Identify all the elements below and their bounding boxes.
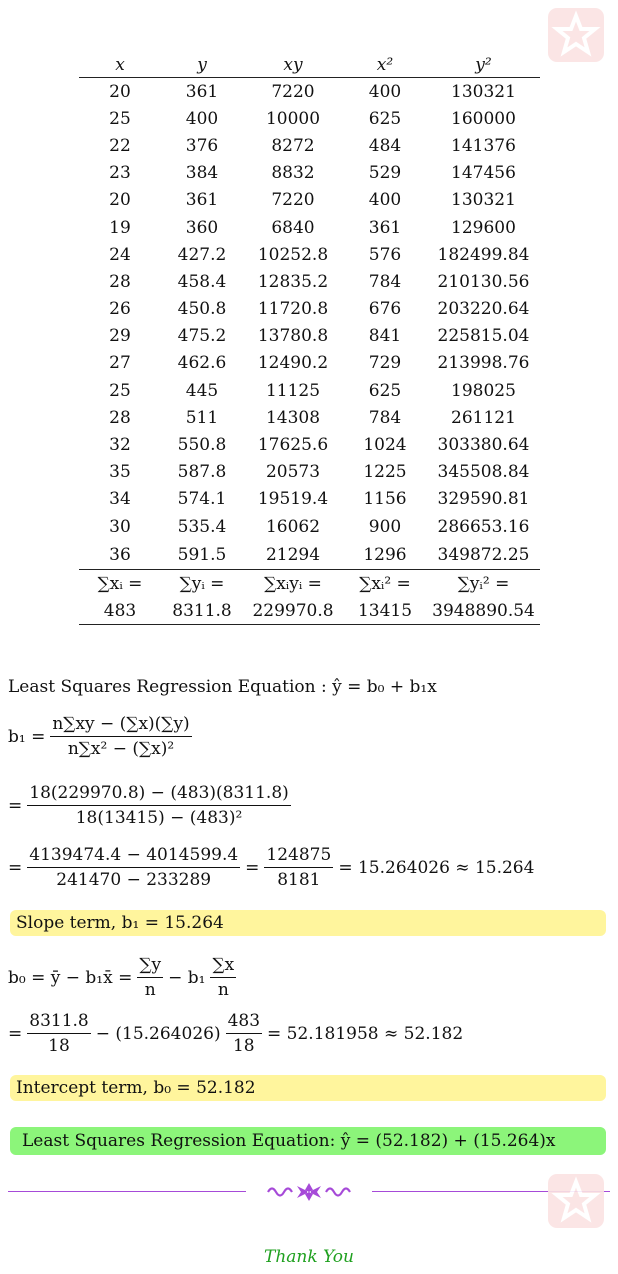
table-cell: 10000 [265,108,321,129]
table-cell: 130321 [451,81,516,102]
table-cell: 591.5 [177,544,227,565]
sum-value: 229970.8 [252,600,334,621]
table-cell: 17625.6 [257,435,329,456]
b1-simplified-denominator: 8181 [277,870,321,890]
table-cell: 729 [368,353,402,374]
table-header-row [79,52,540,78]
header-xy: xy [283,54,303,75]
header-y-squared: y² [475,54,492,75]
b1-step-fraction [27,845,240,890]
b0-x-mean-fraction [210,955,236,1000]
table-cell: 160000 [451,108,516,129]
b1-formula-denominator: n∑x² − (∑x)² [67,739,175,759]
b0-lhs: b₀ = ȳ − b₁x̄ = [8,967,133,988]
table-cell: 13780.8 [257,326,329,347]
b0-sub-denominator-2: 18 [232,1036,255,1056]
table-row [79,214,540,241]
data-table [79,52,540,625]
table-cell: 286653.16 [437,516,530,537]
table-cell: 900 [368,516,402,537]
table-cell: 7220 [271,81,315,102]
b1-substitution [8,783,294,828]
sum-label: ∑xᵢ = [97,573,143,594]
table-cell: 24 [109,244,131,265]
regression-equation-label: Least Squares Regression Equation : ŷ = b₀ + b₁x [8,677,437,697]
table-cell: 19519.4 [257,489,329,510]
table-cell: 535.4 [177,516,227,537]
table-cell: 676 [368,299,402,320]
table-cell: 147456 [451,163,516,184]
table-cell: 349872.25 [437,544,530,565]
table-cell: 462.6 [177,353,227,374]
table-cell: 458.4 [177,271,227,292]
b1-step-numerator: 4139474.4 − 4014599.4 [27,845,240,868]
b1-computation [8,845,534,890]
divider-left [8,1191,246,1192]
b0-sub-middle: − (15.264026) [95,1023,221,1044]
table-cell: 7220 [271,190,315,211]
table-body [79,78,540,570]
table-cell: 210130.56 [437,271,530,292]
table-cell: 484 [368,135,402,156]
table-cell: 30 [109,516,131,537]
table-cell: 376 [185,135,219,156]
table-row [79,296,540,323]
b1-formula-fraction [50,714,191,759]
sum-label: ∑yᵢ = [179,573,225,594]
table-cell: 400 [368,81,402,102]
table-cell: 529 [368,163,402,184]
b0-y-n: n [144,980,156,1000]
table-cell: 1296 [363,544,407,565]
b0-sub-numerator-1: 8311.8 [27,1011,90,1034]
intercept-term-box: Intercept term, b₀ = 52.182 [10,1075,606,1101]
table-cell: 14308 [265,407,321,428]
table-cell: 445 [185,380,219,401]
table-row [79,350,540,377]
table-cell: 203220.64 [437,299,530,320]
table-cell: 1156 [363,489,407,510]
table-cell: 27 [109,353,131,374]
b0-sub-fraction-2 [226,1011,262,1056]
table-cell: 1024 [363,435,407,456]
b0-sub-numerator-2: 483 [226,1011,262,1034]
table-cell: 130321 [451,190,516,211]
header-x: x [115,54,125,75]
b0-formula [8,955,239,1000]
table-cell: 11125 [265,380,321,401]
table-cell: 625 [368,380,402,401]
table-row [79,513,540,540]
table-cell: 26 [109,299,131,320]
table-cell: 8832 [271,163,315,184]
ornament-flourish-icon [266,1182,352,1202]
b0-minus-b1: − b₁ [168,967,206,988]
table-cell: 21294 [265,544,321,565]
table-row [79,431,540,458]
watermark-logo-icon [548,8,604,62]
table-cell: 400 [368,190,402,211]
b1-lhs: b₁ = [8,726,46,747]
table-row [79,241,540,268]
table-row [79,268,540,295]
final-equation-box: Least Squares Regression Equation: ŷ = (52.182) + (15.264)x [10,1127,606,1155]
table-cell: 25 [109,380,131,401]
table-cell: 10252.8 [257,244,329,265]
sum-value: 3948890.54 [432,600,535,621]
sum-value: 13415 [357,600,413,621]
table-cell: 29 [109,326,131,347]
table-cell: 625 [368,108,402,129]
table-row [79,187,540,214]
equals-sign: = [8,795,23,816]
watermark-logo-icon [548,1174,604,1228]
table-cell: 141376 [451,135,516,156]
table-cell: 35 [109,462,131,483]
table-cell: 6840 [271,217,315,238]
b0-x-n: n [217,980,229,1000]
table-cell: 25 [109,108,131,129]
table-row [79,486,540,513]
table-row [79,540,540,570]
table-cell: 8272 [271,135,315,156]
table-cell: 587.8 [177,462,227,483]
table-row [79,323,540,350]
table-cell: 198025 [451,380,516,401]
table-cell: 32 [109,435,131,456]
equals-sign: = [8,857,23,878]
thank-you-text: Thank You [263,1247,354,1267]
table-cell: 784 [368,271,402,292]
table-cell: 1225 [363,462,407,483]
table-cell: 360 [185,217,219,238]
table-cell: 345508.84 [437,462,530,483]
b1-formula [8,714,195,759]
table-row [79,377,540,404]
table-cell: 20 [109,81,131,102]
table-cell: 361 [185,190,219,211]
table-row [79,132,540,159]
table-cell: 400 [185,108,219,129]
table-cell: 329590.81 [437,489,530,510]
table-cell: 475.2 [177,326,227,347]
sum-label: ∑xᵢ² = [359,573,411,594]
table-cell: 11720.8 [257,299,329,320]
table-cell: 427.2 [177,244,227,265]
table-cell: 20573 [265,462,321,483]
b0-sub-denominator-1: 18 [48,1036,70,1056]
table-cell: 182499.84 [437,244,530,265]
b0-x-sum: ∑x [210,955,236,978]
table-row [79,404,540,431]
table-cell: 841 [368,326,402,347]
equals-sign: = [245,857,260,878]
table-row [79,160,540,187]
equals-sign: = [8,1023,23,1044]
b0-y-sum: ∑y [137,955,163,978]
table-cell: 23 [109,163,131,184]
b0-result: = 52.181958 ≈ 52.182 [267,1023,464,1044]
table-cell: 20 [109,190,131,211]
table-cell: 16062 [265,516,321,537]
table-cell: 261121 [451,407,516,428]
b1-step-denominator: 241470 − 233289 [56,870,212,890]
b1-substitution-fraction [27,783,291,828]
table-cell: 12490.2 [257,353,329,374]
table-cell: 511 [185,407,219,428]
sum-label-row [79,570,540,598]
b1-simplified-numerator: 124875 [264,845,333,868]
table-cell: 303380.64 [437,435,530,456]
b1-formula-numerator: n∑xy − (∑x)(∑y) [50,714,191,737]
sum-label: ∑xᵢyᵢ = [264,573,322,594]
table-cell: 225815.04 [437,326,530,347]
table-cell: 34 [109,489,131,510]
table-cell: 129600 [451,217,516,238]
table-cell: 576 [368,244,402,265]
table-cell: 28 [109,271,131,292]
table-row [79,459,540,486]
table-cell: 12835.2 [257,271,329,292]
table-cell: 574.1 [177,489,227,510]
table-cell: 28 [109,407,131,428]
sum-label: ∑yᵢ² = [457,573,510,594]
header-x-squared: x² [376,54,394,75]
table-cell: 550.8 [177,435,227,456]
b1-substitution-denominator: 18(13415) − (483)² [75,808,243,828]
b1-simplified-fraction [264,845,333,890]
sum-value-row [79,597,540,625]
sum-value: 483 [103,600,137,621]
table-cell: 384 [185,163,219,184]
b0-sub-fraction-1 [27,1011,90,1056]
slope-term-box: Slope term, b₁ = 15.264 [10,910,606,936]
sum-value: 8311.8 [172,600,232,621]
table-row [79,78,540,106]
table-cell: 213998.76 [437,353,530,374]
b0-y-mean-fraction [137,955,163,1000]
table-cell: 19 [109,217,131,238]
table-cell: 450.8 [177,299,227,320]
header-y: y [197,54,207,75]
table-cell: 22 [109,135,131,156]
table-cell: 36 [109,544,131,565]
b0-substitution [8,1011,463,1056]
table-cell: 361 [185,81,219,102]
table-row [79,105,540,132]
b1-result: = 15.264026 ≈ 15.264 [338,857,535,878]
b1-substitution-numerator: 18(229970.8) − (483)(8311.8) [27,783,291,806]
table-cell: 361 [368,217,402,238]
table-cell: 784 [368,407,402,428]
